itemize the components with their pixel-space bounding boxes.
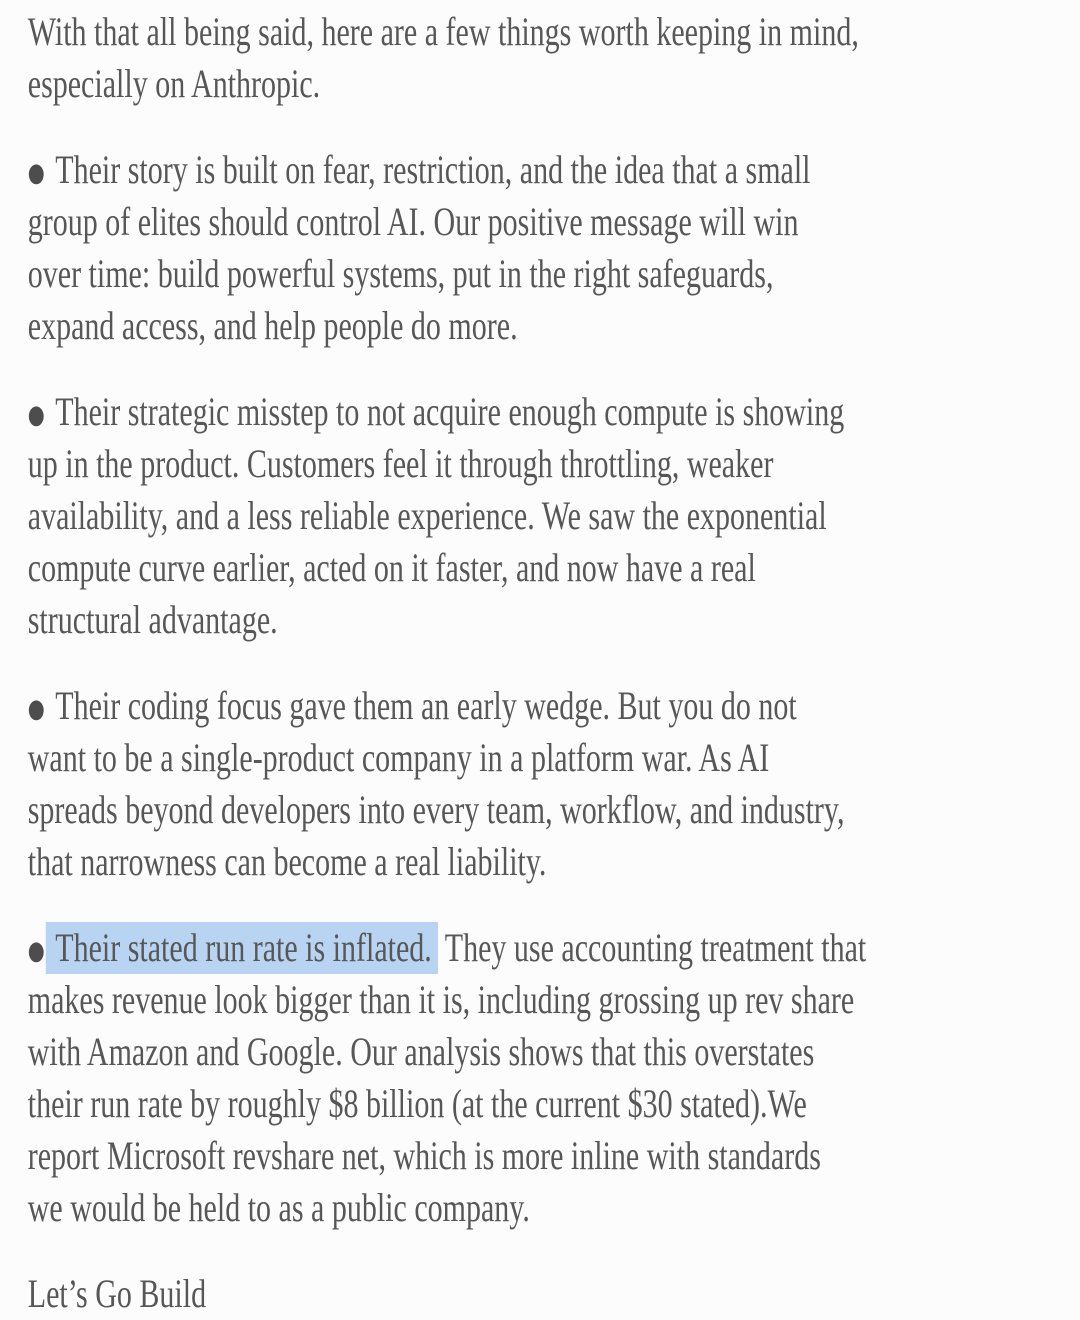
text-segment: report Microsoft revshare net, which is more inline with standards [27,1133,821,1178]
bullet-icon: ● [27,158,45,188]
text-segment: especially on Anthropic. [27,61,321,106]
bullet-icon: ● [27,694,45,724]
text-segment: Their coding focus gave them an early wedge. But you do not [55,683,797,728]
text-segment: group of elites should control AI. Our positive message will win [27,199,799,244]
text-line [28,6,1078,58]
text-segment: structural advantage. [27,597,278,642]
paragraph [28,922,1078,1234]
text-line [28,922,1078,974]
text-segment: availability, and a less reliable experience. We saw the exponential [27,493,827,538]
text-line [28,248,1078,300]
bullet-icon: ● [27,936,45,966]
text-line [28,974,1078,1026]
paragraph [28,680,1078,888]
text-segment: spreads beyond developers into every team, workflow, and industry, [27,787,845,832]
text-line [28,1078,1078,1130]
text-line [28,386,1078,438]
text-segment: makes revenue look bigger than it is, including grossing up rev share [27,977,855,1022]
text-segment: with Amazon and Google. Our analysis shows that this overstates [27,1029,815,1074]
text-line [28,680,1078,732]
paragraph [28,144,1078,352]
text-segment: up in the product. Customers feel it through throttling, weaker [27,441,774,486]
text-segment: their run rate by roughly $8 billion (at the current $30 stated).We [27,1081,807,1126]
text-segment: that narrowness can become a real liability. [27,839,547,884]
text-line [28,542,1078,594]
text-segment: They use accounting treatment that [437,925,867,970]
text-line [28,1182,1078,1234]
highlighted-text[interactable]: Their stated run rate is inflated. [46,922,438,974]
text-segment: expand access, and help people do more. [27,303,518,348]
text-segment: Their story is built on fear, restriction, and the idea that a small [55,147,811,192]
text-segment: compute curve earlier, acted on it faster, and now have a real [27,545,756,590]
text-segment: With that all being said, here are a few things worth keeping in mind, [27,9,859,54]
paragraph [28,386,1078,646]
text-segment: Let’s Go Build [27,1271,207,1316]
paragraph [28,1268,1078,1320]
text-line [28,144,1078,196]
text-line [28,594,1078,646]
text-line [28,58,1078,110]
text-line [28,438,1078,490]
text-line [28,196,1078,248]
text-line [28,784,1078,836]
text-segment: over time: build powerful systems, put in the right safeguards, [27,251,774,296]
text-line [28,300,1078,352]
text-line [28,732,1078,784]
text-line [28,1268,1078,1320]
paragraph [28,6,1078,110]
text-line [28,1026,1078,1078]
text-line [28,490,1078,542]
bullet-icon: ● [27,400,45,430]
text-line [28,836,1078,888]
text-segment: we would be held to as a public company. [27,1185,530,1230]
text-line [28,1130,1078,1182]
text-segment: Their strategic misstep to not acquire enough compute is showing [55,389,845,434]
text-segment: want to be a single-product company in a platform war. As AI [27,735,770,780]
